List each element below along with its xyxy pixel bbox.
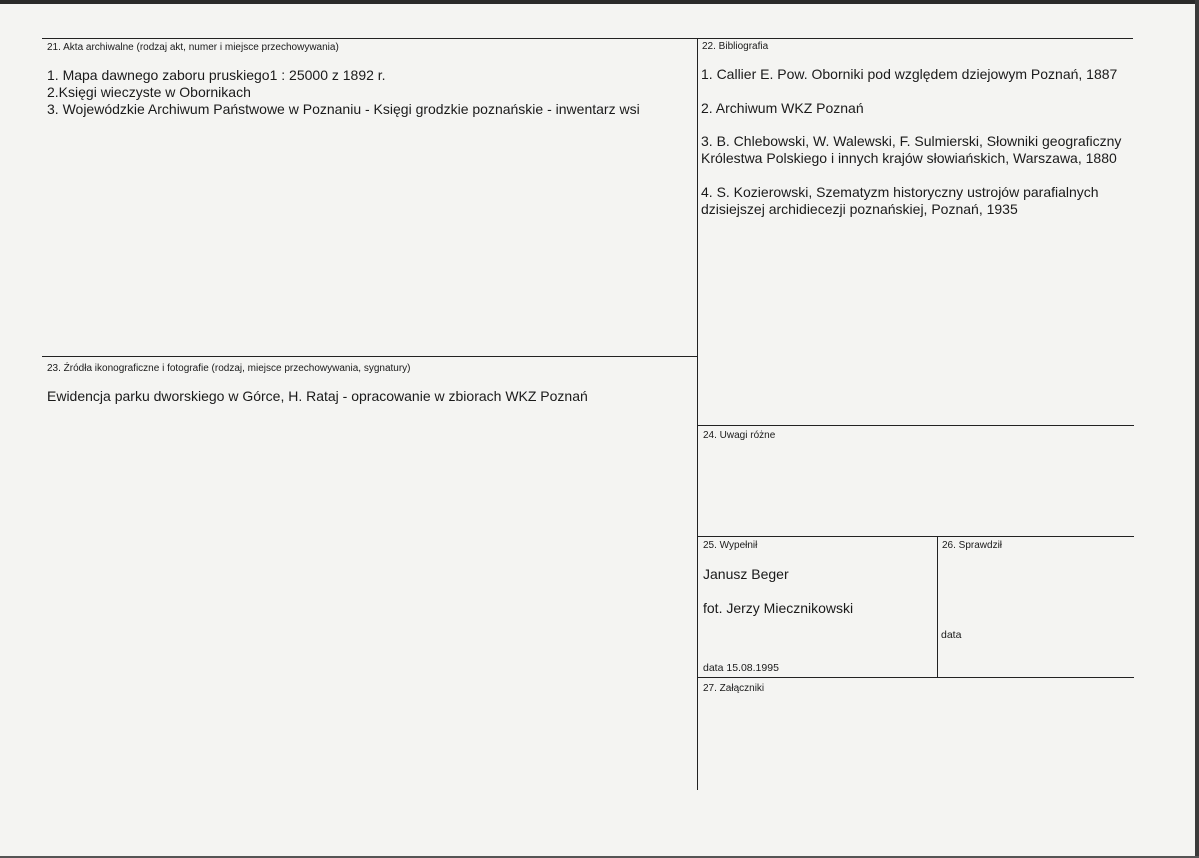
- filled-by-photo: fot. Jerzy Miecznikowski: [703, 600, 854, 616]
- section-26-label: 26. Sprawdził: [942, 540, 1003, 551]
- section-27-label: 27. Załączniki: [703, 683, 765, 694]
- section-24-label: 24. Uwagi różne: [703, 430, 776, 441]
- rule-21-23: [42, 356, 698, 357]
- section-22-label: 22. Bibliografia: [702, 41, 769, 52]
- section-21-item-1: 1. Mapa dawnego zaboru pruskiego1 : 25000 z 1892 r.: [47, 67, 386, 83]
- rule-24-25: [697, 536, 1134, 537]
- filled-by-name: Janusz Beger: [703, 566, 789, 582]
- section-21-label: 21. Akta archiwalne (rodzaj akt, numer i miejsce przechowywania): [47, 42, 339, 53]
- rule-25-27: [697, 677, 1134, 678]
- filled-by-date: data 15.08.1995: [703, 662, 779, 674]
- scan-edge-top: [0, 0, 1199, 4]
- bibliography-item-3-line-1: 3. B. Chlebowski, W. Walewski, F. Sulmierski, Słowniki geograficzny: [701, 133, 1122, 149]
- section-23-text: Ewidencja parku dworskiego w Górce, H. Rataj - opracowanie w zbiorach WKZ Poznań: [47, 388, 588, 404]
- bibliography-item-4-line-1: 4. S. Kozierowski, Szematyzm historyczny ustrojów parafialnych: [701, 184, 1099, 200]
- section-25-label: 25. Wypełnił: [703, 540, 758, 551]
- rule-25-26: [937, 536, 938, 677]
- bibliography-item-4-line-2: dzisiejszej archidiecezji poznańskiej, Poznań, 1935: [701, 201, 1018, 217]
- bibliography-item-3-line-2: Królestwa Polskiego i innych krajów słowiańskich, Warszawa, 1880: [701, 150, 1117, 166]
- checked-by-date: data: [941, 629, 962, 641]
- rule-top: [42, 38, 1133, 39]
- bibliography-item-2: 2. Archiwum WKZ Poznań: [701, 100, 864, 116]
- section-21-item-3: 3. Wojewódzkie Archiwum Państwowe w Poznaniu - Księgi grodzkie poznańskie - inwentarz wsi: [47, 101, 640, 117]
- bibliography-item-1: 1. Callier E. Pow. Oborniki pod względem dziejowym Poznań, 1887: [701, 66, 1118, 82]
- scan-edge-right: [1195, 0, 1199, 858]
- section-21-item-2: 2.Księgi wieczyste w Obornikach: [47, 84, 251, 100]
- section-23-label: 23. Źródła ikonograficzne i fotografie (rodzaj, miejsce przechowywania, sygnatury): [47, 363, 411, 374]
- rule-22-24: [697, 425, 1134, 426]
